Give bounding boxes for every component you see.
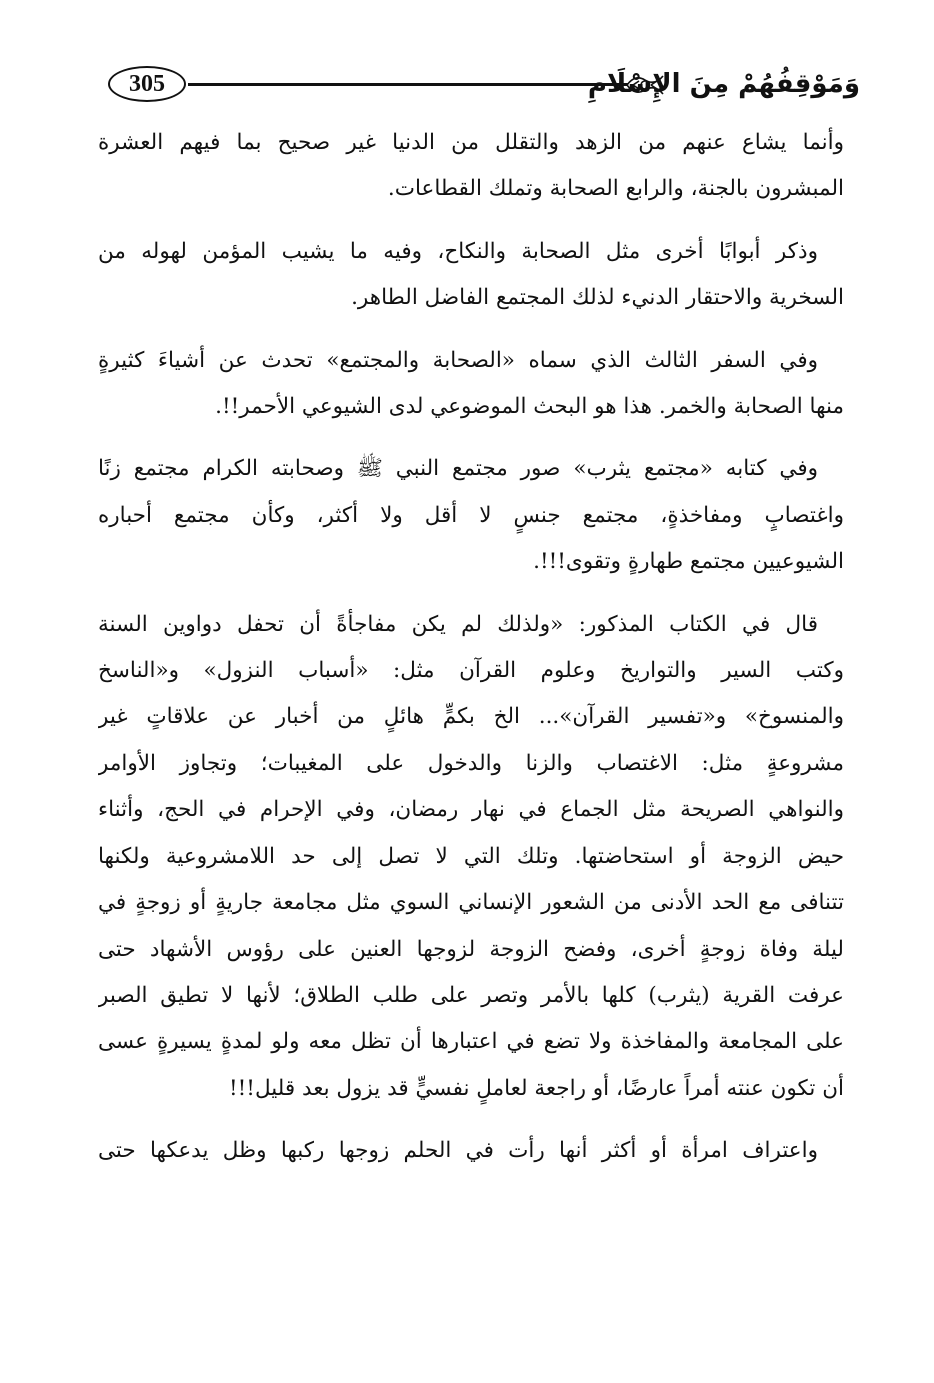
text-line: واغتصابٍ ومفاخذةٍ، مجتمع جنسٍ لا أقل ولا أكثر، وكأن مجتمع أحباره — [98, 502, 844, 528]
text-line: وأنما يشاع عنهم من الزهد والتقلل من الدنيا غير صحيح بما فيهم العشرة — [98, 130, 844, 155]
text-line: والنواهي الصريحة مثل الجماع في نهار رمضان، وفي الإحرام في الحج، وأثناء — [98, 797, 844, 823]
text-line: واعتراف امرأة أو أكثر أنها رأت في الحلم زوجها ركبها وظل يدعكها حتى — [98, 1138, 818, 1164]
paragraph-5 — [98, 602, 844, 1112]
paragraph-6 — [98, 1128, 844, 1174]
text-line: أن تكون عنته أمراً عارضًا، أو راجعة لعاملٍ نفسيٍّ قد يزول بعد قليل!!! — [229, 1075, 844, 1101]
running-title: وَمَوْقِفُهُمْ مِنَ الإِسْلَامِ — [587, 69, 860, 99]
text-line: وكتب السير والتواريخ وعلوم القرآن مثل: «أسباب النزول» و«الناسخ — [98, 658, 844, 684]
text-line: قال في الكتاب المذكور: «ولذلك لم يكن مفاجأةً أن تحفل دواوين السنة — [98, 611, 818, 637]
text-line: الشيوعيين مجتمع طهارةٍ وتقوى!!!. — [533, 549, 844, 575]
page-number: 305 — [108, 66, 186, 102]
paragraph-1 — [98, 120, 844, 213]
header-rule — [188, 83, 628, 86]
text-line: حيض الزوجة أو استحاضتها. وتلك التي لا تصل إلى حد اللامشروعية ولكنها — [98, 843, 844, 869]
text-line: مشروعةٍ مثل: الاغتصاب والزنا والدخول على المغيبات؛ وتجاوز الأوامر — [98, 750, 844, 776]
text-line: ليلة وفاة زوجةٍ أخرى، وفضح الزوجة لزوجها العنين على رؤوس الأشهاد حتى — [98, 936, 844, 962]
text-line: المبشرون بالجنة، والرابع الصحابة وتملك القطاعات. — [387, 176, 844, 202]
text-line: عرفت القرية (يثرب) كلها بالأمر وتصر على طلب الطلاق؛ لأنها لا تطيق الصبر — [98, 982, 844, 1008]
text-line: وفي كتابه «مجتمع يثرب» صور مجتمع النبي ﷺ وصحابته الكرام مجتمع زنًا — [98, 456, 818, 482]
text-line: منها الصحابة والخمر. هذا هو البحث الموضوعي لدى الشيوعي الأحمر!!. — [215, 394, 844, 420]
text-line: السخرية والاحتقار الدنيء لذلك المجتمع الفاضل الطاهر. — [351, 285, 844, 311]
body-text — [98, 120, 844, 1191]
paragraph-4 — [98, 446, 844, 585]
page-header — [100, 62, 860, 110]
paragraph-2 — [98, 229, 844, 322]
text-line: على المجامعة والمفاخذة ولا تضع في اعتبارها أن تظل معه ولو لمدةٍ يسيرةٍ عسى — [98, 1029, 844, 1055]
text-line: تتنافى مع الحد الأدنى من الشعور الإنساني السوي مثل مجامعة جاريةٍ أو زوجةٍ في — [98, 890, 844, 916]
text-line: وذكر أبوابًا أخرى مثل الصحابة والنكاح، وفيه ما يشيب المؤمن لهوله من — [98, 238, 818, 264]
text-line: وفي السفر الثالث الذي سماه «الصحابة والمجتمع» تحدث عن أشياءَ كثيرةٍ — [98, 347, 818, 373]
paragraph-3 — [98, 338, 844, 431]
text-line: والمنسوخ» و«تفسير القرآن»... الخ بكمٍّ هائلٍ من أخبار عن علاقاتٍ غير — [98, 704, 844, 730]
